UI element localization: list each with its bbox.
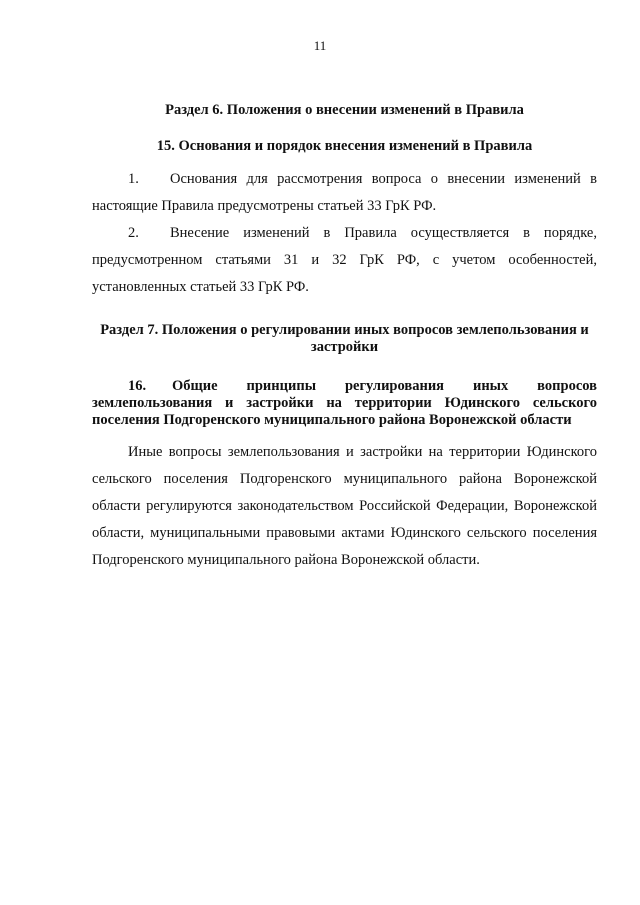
document-body <box>92 102 597 574</box>
paragraph-item-1 <box>92 166 597 220</box>
section-6-title: Раздел 6. Положения о внесении изменений в Правила <box>165 102 524 118</box>
item-number: 2. <box>128 225 139 241</box>
subsection-15-title: 15. Основания и порядок внесения изменений в Правила <box>156 138 533 154</box>
item-number: 1. <box>128 171 139 187</box>
subsection-title-text: Общие принципы регулирования иных вопросов землепользования и застройки на территории Юдинского сельского поселения Подгоренского муниципального района Воронежской области <box>92 378 597 428</box>
paragraph-item-2 <box>92 220 597 301</box>
page-number: 11 <box>313 38 327 53</box>
subsection-16-title <box>92 378 597 429</box>
item-text: Основания для рассмотрения вопроса о внесении изменений в настоящие Правила предусмотрены статьей 33 ГрК РФ. <box>92 171 597 214</box>
item-text: Внесение изменений в Правила осуществляется в порядке, предусмотренном статьями 31 и 32 ГрК РФ, с учетом особенностей, установленных статьей 33 ГрК РФ. <box>92 225 597 295</box>
subsection-number: 16. <box>128 378 147 394</box>
paragraph-general: Иные вопросы землепользования и застройки на территории Юдинского сельского поселения Подгоренского муниципального района Воронежской области регулируются законодательством Российской Федерации, Воронежской области, муниципальными правовыми актами Юдинского сельского поселения Подгоренского муниципального района Воронежской области. <box>92 444 597 568</box>
section-7-title: Раздел 7. Положения о регулировании иных вопросов землепользования и застройки <box>100 322 589 355</box>
